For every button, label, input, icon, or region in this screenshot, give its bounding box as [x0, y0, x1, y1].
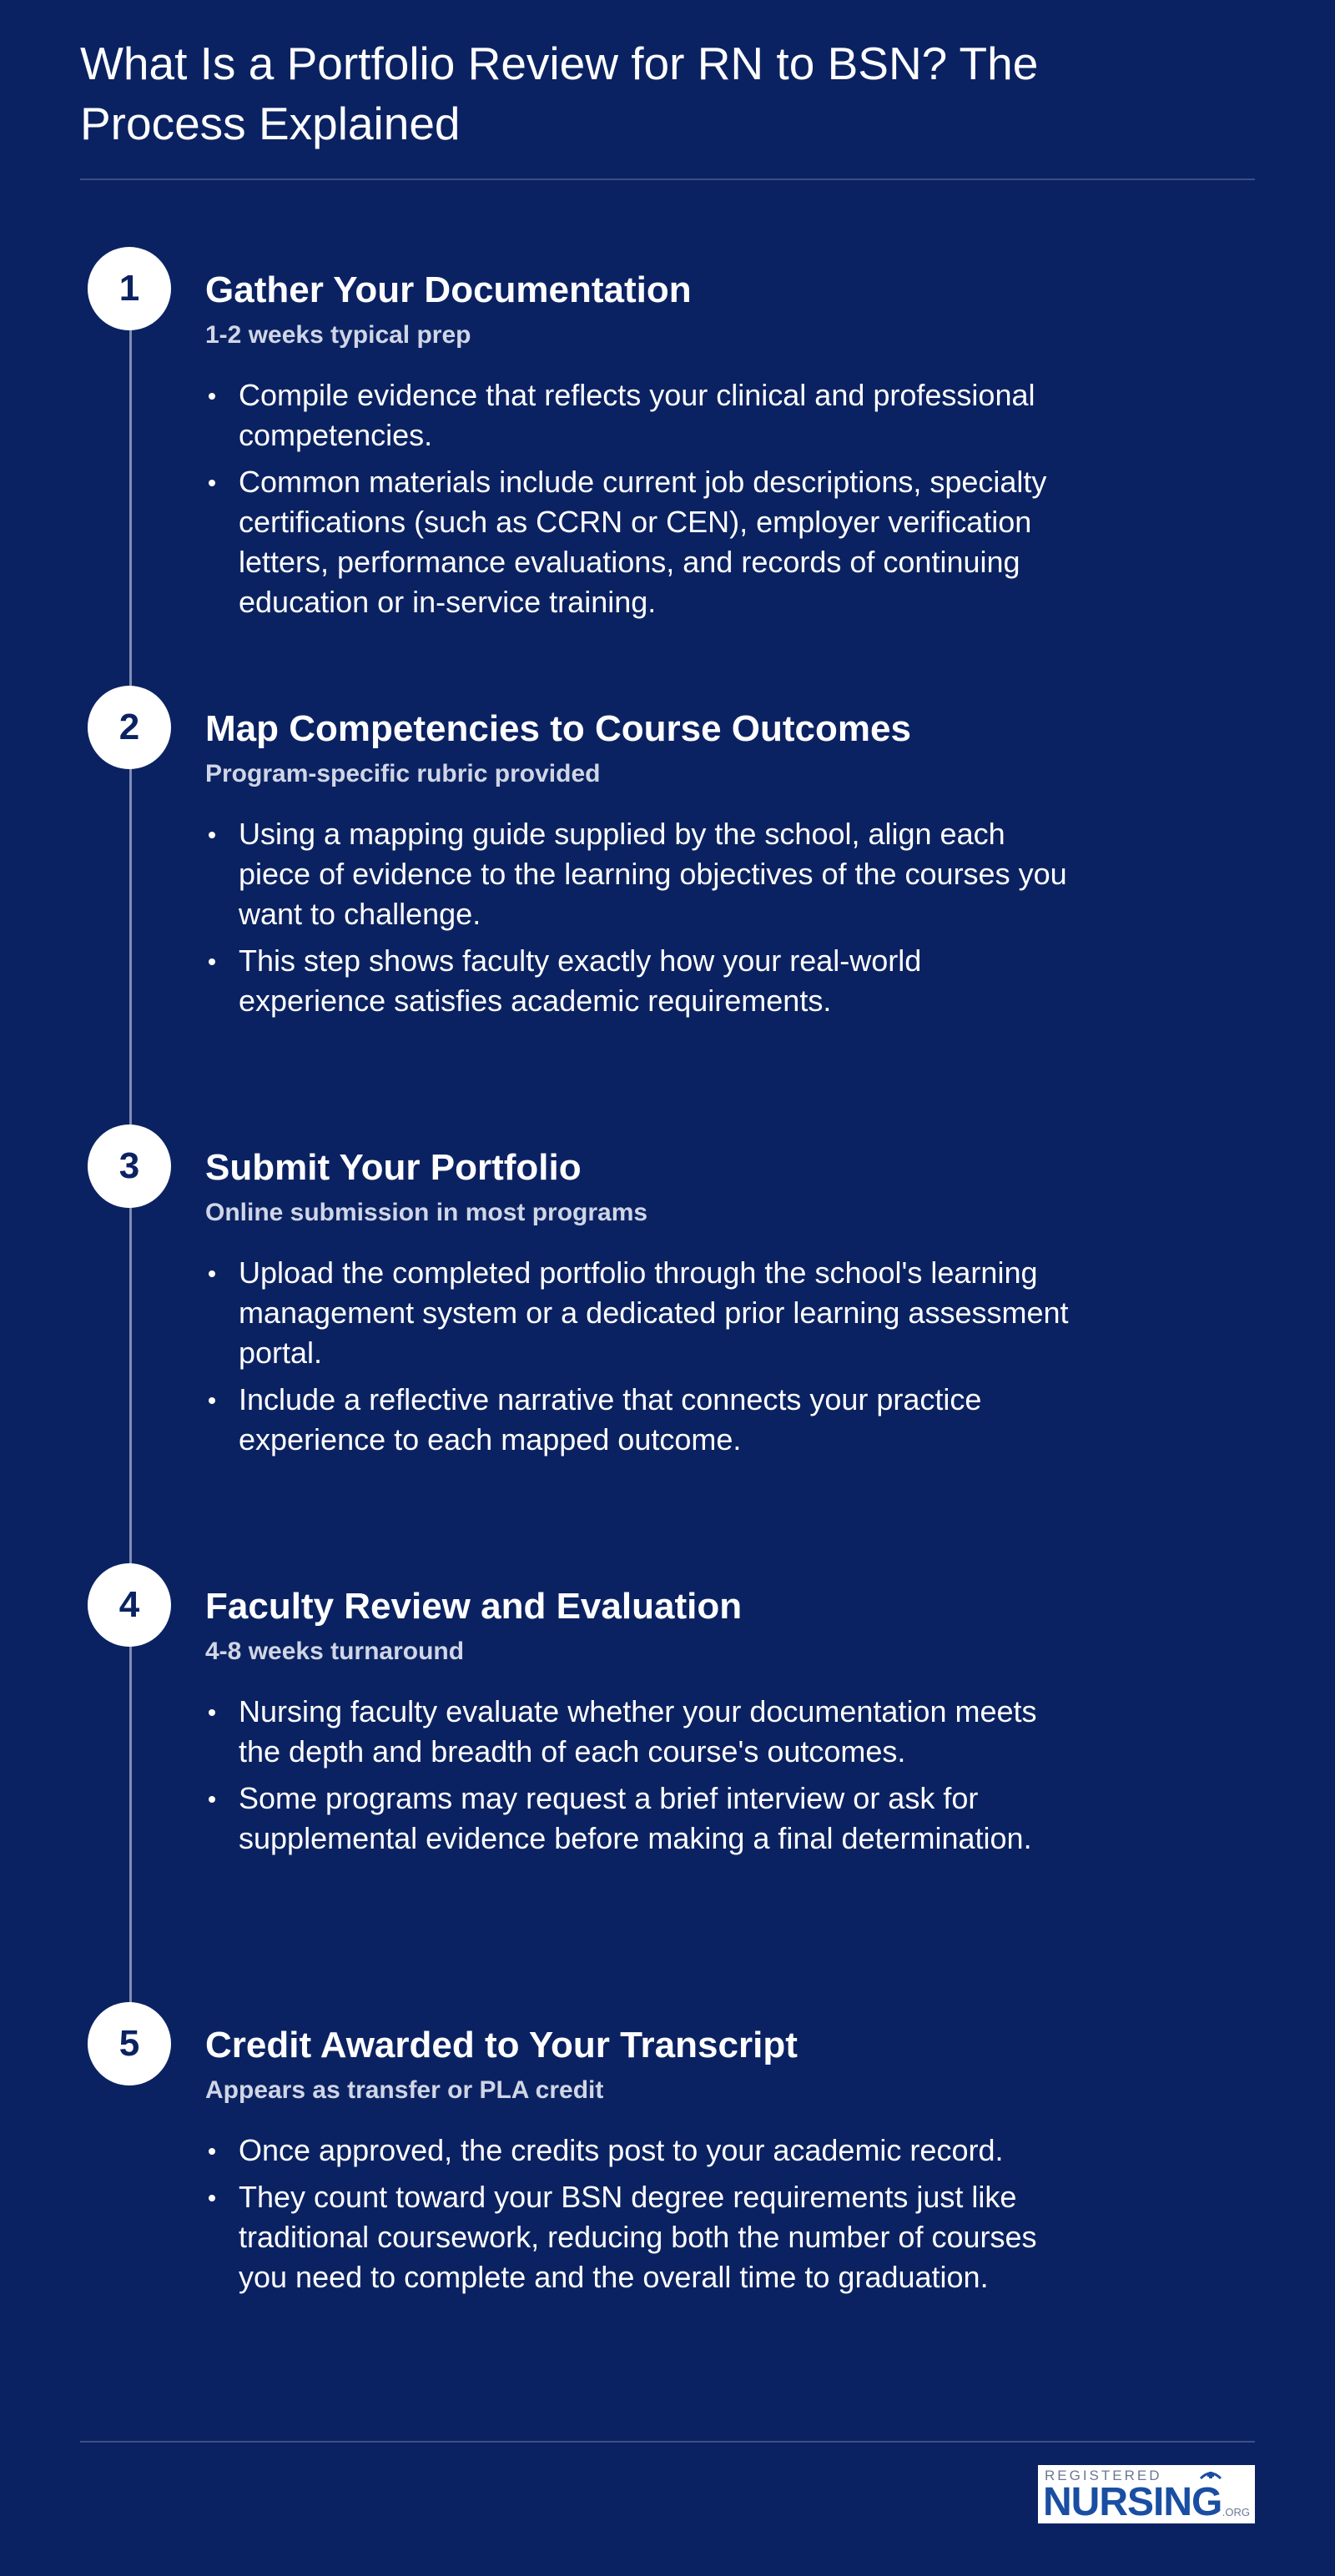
step-number-badge: 4 — [88, 1563, 171, 1647]
logo-suffix-text: .ORG — [1222, 2506, 1250, 2518]
step-subtitle: 4-8 weeks turnaround — [205, 1638, 465, 1665]
step-title: Map Competencies to Course Outcomes — [205, 708, 911, 749]
bullet-item: Some programs may request a brief interview or ask for supplemental evidence before making a final determination. — [205, 1779, 1073, 1859]
bullet-item: Common materials include current job descriptions, specialty certifications (such as CCRN or CEN), employer verification letters, performance evaluations, and records of continuing education or in-service training. — [205, 462, 1073, 622]
step-content — [205, 706, 1073, 1028]
bullet-item: They count toward your BSN degree requirements just like traditional coursework, reducing both the number of courses you need to complete and the overall time to graduation. — [205, 2177, 1073, 2297]
logo-main-text: NURSING — [1043, 2480, 1222, 2523]
step-number-badge: 3 — [88, 1124, 171, 1208]
bullet-item: Nursing faculty evaluate whether your documentation meets the depth and breadth of each course's outcomes. — [205, 1692, 1073, 1772]
bullet-item: This step shows faculty exactly how your real-world experience satisfies academic requirements. — [205, 941, 1073, 1021]
step-bullets — [205, 814, 1073, 1021]
step-content — [205, 1583, 1073, 1865]
step-bullets — [205, 2131, 1073, 2297]
step-bullets — [205, 1692, 1073, 1859]
step-content — [205, 267, 1073, 629]
bottom-divider — [80, 2441, 1255, 2443]
top-divider — [80, 179, 1255, 180]
step-content — [205, 2022, 1073, 2304]
bullet-item: Include a reflective narrative that connects your practice experience to each mapped outcome. — [205, 1380, 1073, 1460]
step-number-badge: 2 — [88, 686, 171, 769]
registered-nursing-logo — [1038, 2465, 1255, 2523]
bullet-item: Once approved, the credits post to your academic record. — [205, 2131, 1073, 2171]
step-number-badge: 5 — [88, 2002, 171, 2085]
step-bullets — [205, 1253, 1073, 1460]
step-title: Credit Awarded to Your Transcript — [205, 2025, 798, 2065]
step-title: Gather Your Documentation — [205, 269, 692, 310]
step-number-badge: 1 — [88, 247, 171, 330]
page-title: What Is a Portfolio Review for RN to BSN? The Process Explained — [80, 38, 1039, 149]
step-subtitle: Appears as transfer or PLA credit — [205, 2076, 604, 2104]
logo-top-text: REGISTERED — [1045, 2468, 1162, 2483]
step-content — [205, 1145, 1073, 1467]
bullet-item: Compile evidence that reflects your clinical and professional competencies. — [205, 375, 1073, 455]
bullet-item: Using a mapping guide supplied by the school, align each piece of evidence to the learning objectives of the courses you want to challenge. — [205, 814, 1073, 934]
step-subtitle: Online submission in most programs — [205, 1199, 648, 1226]
bullet-item: Upload the completed portfolio through the school's learning management system or a dedicated prior learning assessment portal. — [205, 1253, 1073, 1373]
step-title: Faculty Review and Evaluation — [205, 1586, 743, 1627]
step-subtitle: 1-2 weeks typical prep — [205, 321, 471, 349]
step-bullets — [205, 375, 1073, 622]
infographic — [80, 0, 1255, 2576]
step-title: Submit Your Portfolio — [205, 1147, 582, 1188]
step-subtitle: Program-specific rubric provided — [205, 760, 601, 787]
